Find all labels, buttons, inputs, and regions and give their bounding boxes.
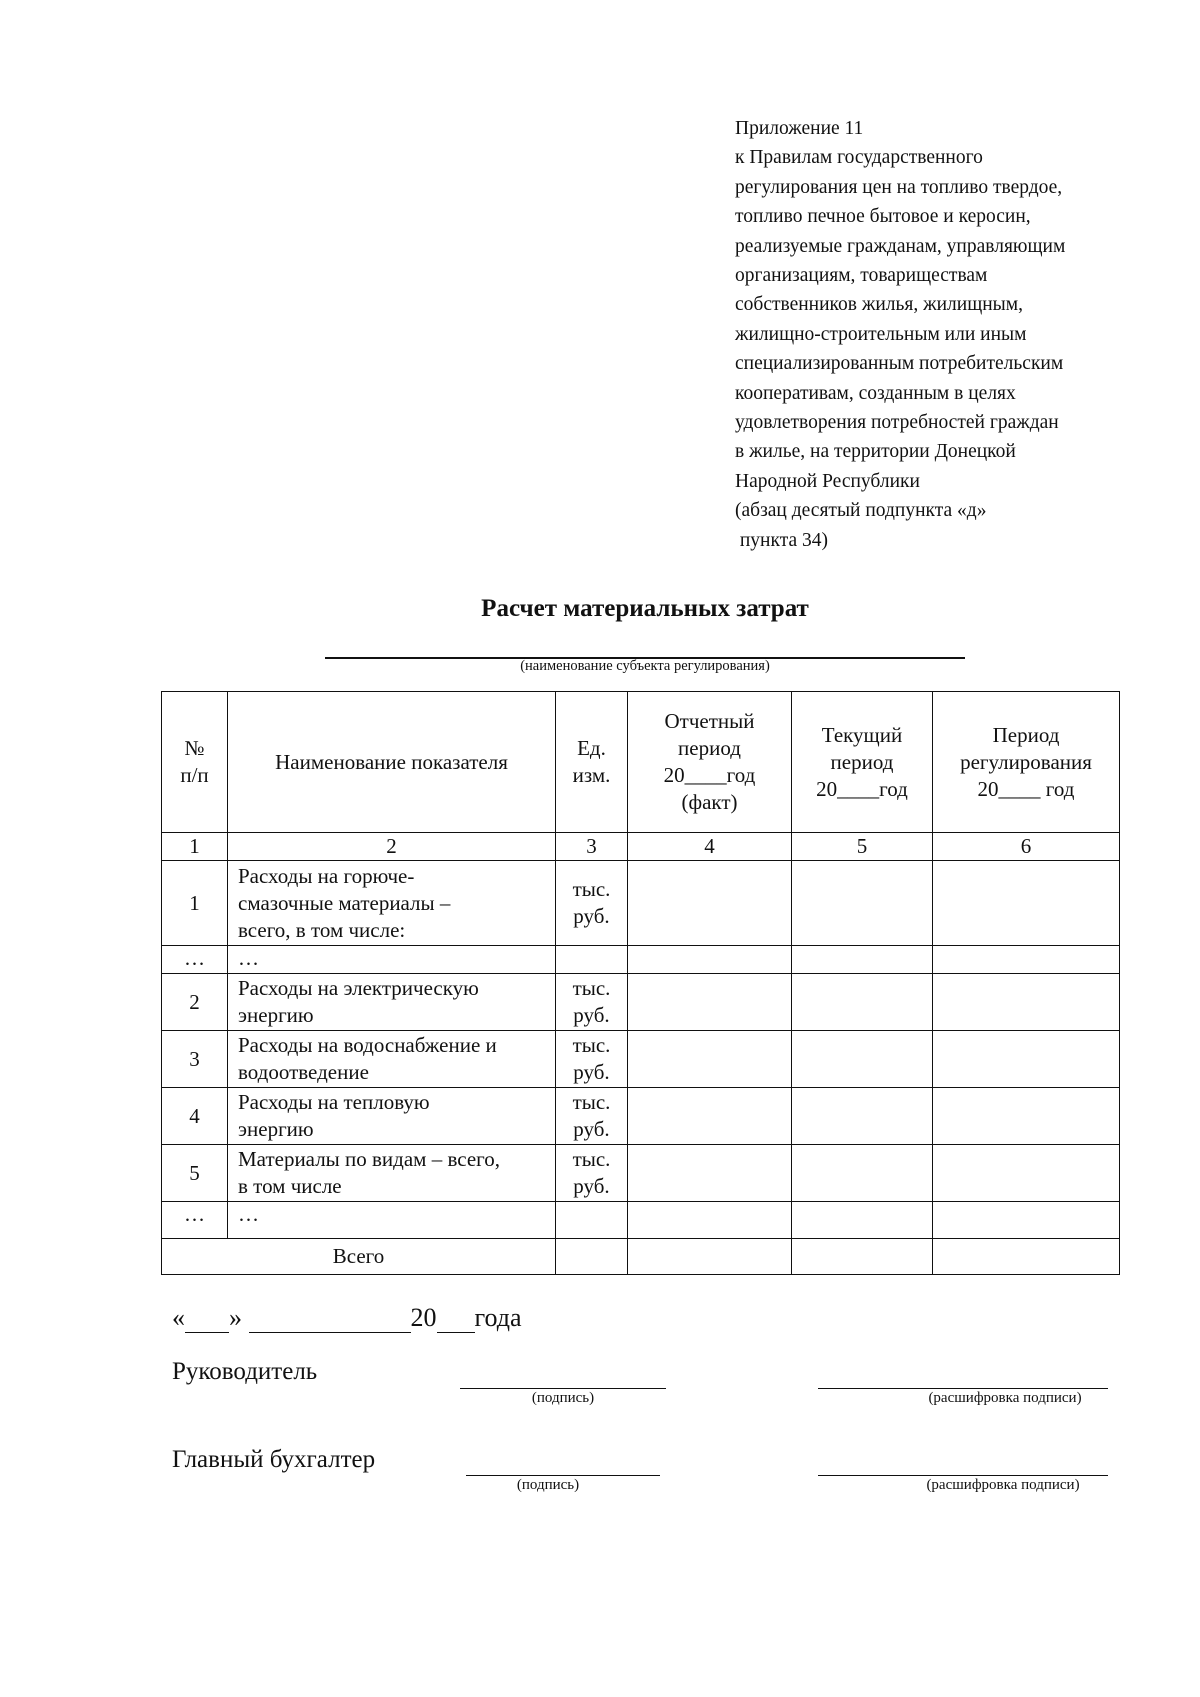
row-unit-line: руб.	[573, 1117, 610, 1141]
row-name	[228, 861, 556, 946]
col-number: 5	[792, 833, 933, 861]
date-open-quote: «	[172, 1303, 185, 1332]
total-row	[162, 1239, 1120, 1275]
row-unit-line: тыс.	[572, 1033, 611, 1057]
total-label: Всего	[162, 1239, 556, 1275]
date-close-quote: »	[229, 1303, 242, 1332]
header-reported-line: период	[678, 736, 741, 760]
table-row	[162, 974, 1120, 1031]
head-signature-caption: (подпись)	[531, 1390, 595, 1406]
row-name-line: Расходы на водоснабжение и	[238, 1033, 497, 1057]
head-decoding-caption: (расшифровка подписи)	[928, 1390, 1082, 1406]
cell-current[interactable]	[792, 1031, 933, 1088]
appendix-line: в жилье, на территории Донецкой	[735, 441, 1016, 463]
table-row	[162, 1088, 1120, 1145]
accountant-decoding-field[interactable]	[818, 1475, 1108, 1476]
row-unit	[556, 861, 628, 946]
cell-current[interactable]	[792, 946, 933, 974]
header-current-period	[792, 692, 933, 833]
row-unit	[556, 1202, 628, 1239]
table-row	[162, 1202, 1120, 1239]
appendix-line: регулирования цен на топливо твердое,	[735, 176, 1063, 198]
cell-reported[interactable]	[628, 1202, 792, 1239]
appendix-line: топливо печное бытовое и керосин,	[735, 206, 1031, 228]
year-prefix: 20	[410, 1303, 437, 1332]
row-name	[228, 1031, 556, 1088]
row-unit	[556, 1145, 628, 1202]
row-unit-line: тыс.	[572, 1147, 611, 1171]
row-num: 4	[162, 1088, 228, 1145]
appendix-line: кооперативам, созданным в целях	[735, 382, 1016, 404]
col-number: 3	[556, 833, 628, 861]
table-row	[162, 861, 1120, 946]
header-unit	[556, 692, 628, 833]
row-name	[228, 1145, 556, 1202]
header-reported-line: Отчетный	[664, 709, 755, 733]
header-reported-line: (факт)	[681, 790, 738, 814]
total-unit	[556, 1239, 628, 1275]
header-regulation-line: Период	[992, 722, 1060, 747]
subject-caption: (наименование субъекта регулирования)	[520, 658, 770, 674]
row-num: …	[162, 946, 228, 974]
header-num-line: п/п	[180, 763, 209, 787]
head-decoding-field[interactable]	[818, 1388, 1108, 1389]
total-reported[interactable]	[628, 1239, 792, 1275]
row-name-line: Расходы на тепловую	[238, 1090, 430, 1114]
cell-reported[interactable]	[628, 861, 792, 946]
accountant-signature-field[interactable]	[466, 1475, 660, 1476]
cell-current[interactable]	[792, 1145, 933, 1202]
appendix-line: (абзац десятый подпункта «д»	[735, 500, 987, 522]
row-unit-line: тыс.	[572, 877, 611, 901]
row-num: 3	[162, 1031, 228, 1088]
cell-reported[interactable]	[628, 974, 792, 1031]
header-regulation-period	[933, 692, 1120, 833]
appendix-line: к Правилам государственного	[735, 147, 983, 169]
cell-current[interactable]	[792, 861, 933, 946]
col-number: 1	[162, 833, 228, 861]
row-unit-line: тыс.	[572, 1090, 611, 1114]
cell-reported[interactable]	[628, 1145, 792, 1202]
appendix-line: удовлетворения потребностей граждан	[735, 412, 1059, 434]
row-unit-line: тыс.	[572, 976, 611, 1000]
cell-reported[interactable]	[628, 1088, 792, 1145]
appendix-line: организациям, товариществам	[735, 265, 988, 287]
head-label: Руководитель	[172, 1358, 318, 1385]
cell-regulation[interactable]	[933, 974, 1120, 1031]
cell-regulation[interactable]	[933, 1145, 1120, 1202]
col-number: 4	[628, 833, 792, 861]
year-field[interactable]	[437, 1310, 475, 1333]
row-unit-line: руб.	[573, 1174, 610, 1198]
header-reported-period	[628, 692, 792, 833]
row-num: 2	[162, 974, 228, 1031]
header-num-line: №	[184, 736, 205, 760]
total-current[interactable]	[792, 1239, 933, 1275]
row-unit	[556, 1088, 628, 1145]
cell-reported[interactable]	[628, 946, 792, 974]
col-number: 6	[933, 833, 1120, 861]
row-name-line: Расходы на электрическую	[238, 976, 479, 1000]
head-signature-field[interactable]	[460, 1388, 666, 1389]
year-suffix: года	[474, 1303, 522, 1332]
cell-regulation[interactable]	[933, 946, 1120, 974]
appendix-line: реализуемые гражданам, управляющим	[735, 235, 1066, 257]
cell-regulation[interactable]	[933, 1202, 1120, 1239]
row-name-line: водоотведение	[238, 1060, 369, 1084]
row-name: …	[228, 1202, 556, 1239]
row-unit	[556, 974, 628, 1031]
header-current-line: 20____год	[816, 776, 908, 801]
row-name-line: Материалы по видам – всего,	[238, 1147, 500, 1171]
cell-regulation[interactable]	[933, 861, 1120, 946]
column-numbers-row	[162, 833, 1120, 861]
accountant-label: Главный бухгалтер	[172, 1446, 376, 1473]
row-num: 5	[162, 1145, 228, 1202]
row-name-line: Расходы на горюче-	[238, 863, 415, 888]
row-name	[228, 974, 556, 1031]
document-title: Расчет материальных затрат	[481, 595, 809, 622]
cell-regulation[interactable]	[933, 1088, 1120, 1145]
cell-current[interactable]	[792, 974, 933, 1031]
cell-regulation[interactable]	[933, 1031, 1120, 1088]
cell-current[interactable]	[792, 1202, 933, 1239]
appendix-line: пункта 34)	[735, 529, 828, 551]
row-name-line: смазочные материалы –	[238, 890, 451, 915]
row-name-line: всего, в том числе:	[238, 917, 406, 942]
appendix-line: собственников жилья, жилищным,	[735, 294, 1023, 316]
appendix-line: жилищно-строительным или иным	[735, 323, 1027, 345]
row-unit-line: руб.	[573, 904, 610, 928]
row-unit-line: руб.	[573, 1003, 610, 1027]
row-name: …	[228, 946, 556, 974]
row-name-line: энергию	[238, 1117, 314, 1141]
header-regulation-line: регулирования	[960, 749, 1092, 774]
row-unit	[556, 946, 628, 974]
header-reported-line: 20____год	[663, 763, 756, 787]
row-unit	[556, 1031, 628, 1088]
costs-table	[161, 691, 1120, 1275]
table-row	[162, 1145, 1120, 1202]
header-unit-line: изм.	[572, 763, 611, 787]
accountant-decoding-caption: (расшифровка подписи)	[926, 1477, 1080, 1493]
header-current-line: Текущий	[821, 722, 903, 747]
row-name-line: энергию	[238, 1003, 314, 1027]
row-name	[228, 1088, 556, 1145]
header-unit-line: Ед.	[577, 736, 606, 760]
total-regulation[interactable]	[933, 1239, 1120, 1275]
row-name-line: в том числе	[238, 1174, 342, 1198]
col-number: 2	[228, 833, 556, 861]
table-header-row	[162, 692, 1120, 833]
header-num	[162, 692, 228, 833]
accountant-signature-caption: (подпись)	[516, 1477, 580, 1493]
row-num: …	[162, 1202, 228, 1239]
cell-reported[interactable]	[628, 1031, 792, 1088]
appendix-line: специализированным потребительским	[735, 353, 1064, 375]
appendix-block	[735, 114, 1135, 555]
cell-current[interactable]	[792, 1088, 933, 1145]
table-row	[162, 1031, 1120, 1088]
table-row	[162, 946, 1120, 974]
header-name: Наименование показателя	[228, 692, 556, 833]
day-field[interactable]	[185, 1310, 229, 1333]
month-field[interactable]	[249, 1310, 411, 1333]
header-regulation-line: 20____ год	[977, 776, 1075, 801]
row-unit-line: руб.	[573, 1060, 610, 1084]
header-current-line: период	[830, 749, 894, 774]
appendix-line: Народной Республики	[735, 470, 920, 492]
date-line	[172, 1303, 522, 1333]
row-num: 1	[162, 861, 228, 946]
appendix-line: Приложение 11	[735, 118, 864, 139]
